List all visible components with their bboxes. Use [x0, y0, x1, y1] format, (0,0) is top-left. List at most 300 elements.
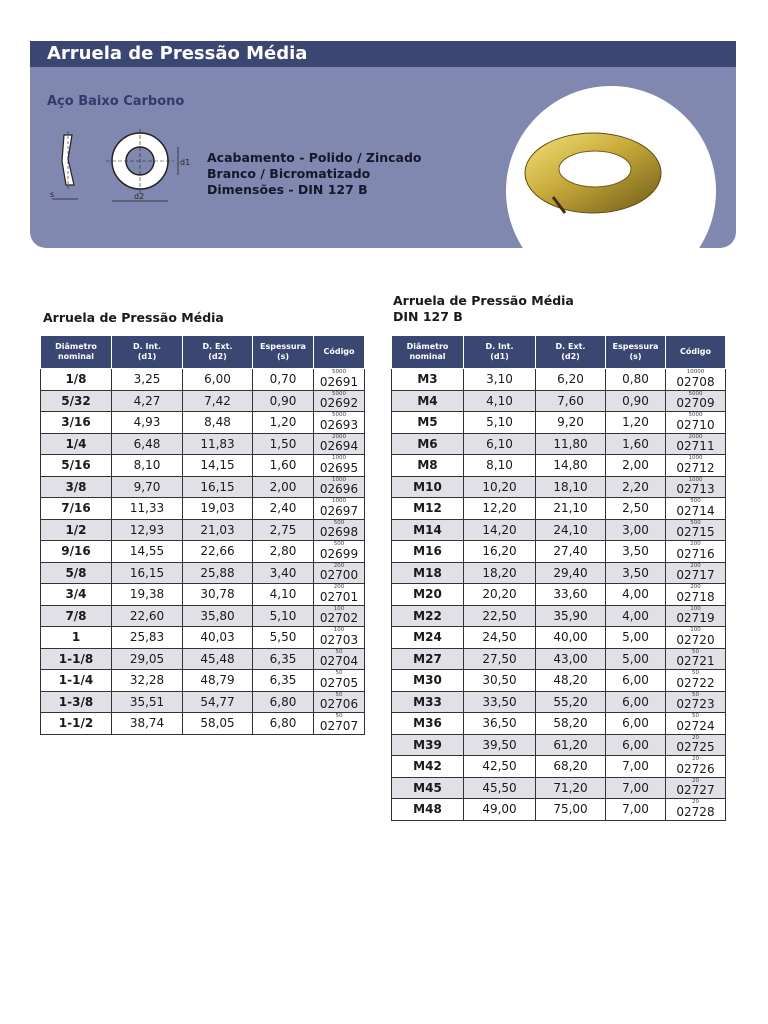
product-code: 02701	[319, 589, 359, 604]
cell-dint: 3,25	[112, 369, 183, 391]
cell-dint: 8,10	[464, 455, 536, 477]
package-qty: 1000	[688, 476, 703, 483]
cell-codigo	[314, 412, 365, 434]
cell-esp: 5,00	[606, 648, 666, 670]
cell-esp: 7,00	[606, 777, 666, 799]
cell-dext: 35,80	[183, 605, 253, 627]
cell-dext: 58,20	[536, 713, 606, 735]
page-title: Arruela de Pressão Média	[47, 43, 308, 64]
cell-dint: 9,70	[112, 476, 183, 498]
table-row	[41, 627, 365, 649]
cell-dint: 24,50	[464, 627, 536, 649]
cell-dint: 11,33	[112, 498, 183, 520]
cell-codigo	[314, 562, 365, 584]
cell-size: 1/4	[41, 433, 112, 455]
table-row	[41, 691, 365, 713]
cell-size: 5/8	[41, 562, 112, 584]
table-row	[392, 562, 726, 584]
product-code: 02723	[676, 697, 715, 711]
cell-dint: 49,00	[464, 799, 536, 821]
product-code: 02725	[676, 740, 715, 754]
header-banner	[30, 41, 736, 248]
product-code: 02704	[319, 654, 359, 668]
table-row	[392, 476, 726, 498]
cell-dext: 75,00	[536, 799, 606, 821]
table-row	[41, 519, 365, 541]
spec-line: Dimensões - DIN 127 B	[207, 182, 368, 197]
cell-dext: 25,88	[183, 562, 253, 584]
product-code: 02728	[676, 804, 715, 819]
cell-codigo	[314, 476, 365, 498]
cell-esp: 6,80	[253, 713, 314, 735]
cell-codigo	[666, 670, 726, 692]
cell-codigo	[314, 627, 365, 649]
cell-esp: 2,00	[606, 455, 666, 477]
table-row	[392, 498, 726, 520]
cell-dint: 5,10	[464, 412, 536, 434]
col-codigo-header: Código	[666, 336, 726, 369]
product-code: 02727	[676, 783, 715, 797]
cell-dext: 14,80	[536, 455, 606, 477]
cell-dint: 29,05	[112, 648, 183, 670]
cell-esp: 2,20	[606, 476, 666, 498]
table-row	[392, 584, 726, 606]
table-row	[41, 476, 365, 498]
cell-dint: 36,50	[464, 713, 536, 735]
cell-size: M45	[392, 777, 464, 799]
right-table-title-line1: Arruela de Pressão Média	[393, 293, 574, 308]
cell-dint: 27,50	[464, 648, 536, 670]
cell-size: M24	[392, 627, 464, 649]
cell-dint: 6,48	[112, 433, 183, 455]
cell-esp: 2,00	[253, 476, 314, 498]
cell-codigo	[666, 777, 726, 799]
cell-size: M20	[392, 584, 464, 606]
cell-esp: 0,90	[606, 390, 666, 412]
table-row	[392, 369, 726, 391]
cell-codigo	[314, 713, 365, 735]
cell-dint: 12,93	[112, 519, 183, 541]
cell-size: M18	[392, 562, 464, 584]
washer-photo	[513, 113, 673, 233]
cell-esp: 6,80	[253, 691, 314, 713]
package-qty: 20	[692, 777, 699, 784]
table-row	[392, 648, 726, 670]
cell-dext: 68,20	[536, 756, 606, 778]
cell-dint: 4,10	[464, 390, 536, 412]
cell-codigo	[666, 605, 726, 627]
product-code: 02718	[676, 589, 715, 604]
cell-size: M27	[392, 648, 464, 670]
left-table	[40, 335, 365, 735]
product-code: 02694	[319, 439, 359, 453]
package-qty: 100	[333, 627, 345, 633]
cell-esp: 3,00	[606, 519, 666, 541]
cell-esp: 5,50	[253, 627, 314, 649]
cell-codigo	[666, 734, 726, 756]
cell-codigo	[314, 648, 365, 670]
table-row	[392, 412, 726, 434]
package-qty: 200	[690, 562, 701, 569]
cell-dint: 30,50	[464, 670, 536, 692]
product-code: 02708	[676, 374, 715, 389]
cell-size: M22	[392, 605, 464, 627]
cell-esp: 2,75	[253, 519, 314, 541]
cell-size: M8	[392, 455, 464, 477]
cell-size: M33	[392, 691, 464, 713]
product-code: 02711	[676, 439, 715, 453]
cell-dext: 29,40	[536, 562, 606, 584]
cell-dext: 33,60	[536, 584, 606, 606]
package-qty: 20	[692, 799, 699, 805]
cell-codigo	[314, 433, 365, 455]
right-table-title	[393, 293, 574, 325]
spec-line: Acabamento - Polido / Zincado	[207, 150, 422, 165]
package-qty: 500	[333, 541, 345, 547]
cell-esp: 2,80	[253, 541, 314, 563]
cell-dext: 27,40	[536, 541, 606, 563]
table-row	[41, 562, 365, 584]
cell-codigo	[314, 498, 365, 520]
cell-codigo	[666, 562, 726, 584]
cell-dext: 21,03	[183, 519, 253, 541]
cell-esp: 5,10	[253, 605, 314, 627]
table-row	[41, 498, 365, 520]
table-row	[41, 455, 365, 477]
table-row	[41, 670, 365, 692]
cell-dext: 7,42	[183, 390, 253, 412]
cell-esp: 6,00	[606, 734, 666, 756]
cell-esp: 6,00	[606, 670, 666, 692]
cell-codigo	[666, 455, 726, 477]
cell-dext: 58,05	[183, 713, 253, 735]
package-qty: 5000	[688, 390, 703, 397]
cell-dint: 4,93	[112, 412, 183, 434]
cell-esp: 7,00	[606, 756, 666, 778]
cell-codigo	[314, 369, 365, 391]
cell-dext: 11,80	[536, 433, 606, 455]
cell-codigo	[666, 433, 726, 455]
d1-label: d1	[180, 158, 191, 167]
product-code: 02691	[319, 374, 359, 389]
package-qty: 20	[692, 756, 699, 762]
product-code: 02715	[676, 525, 715, 539]
cell-dext: 21,10	[536, 498, 606, 520]
cell-size: M14	[392, 519, 464, 541]
package-qty: 5000	[688, 412, 703, 418]
cell-codigo	[666, 519, 726, 541]
cell-size: 3/16	[41, 412, 112, 434]
package-qty: 50	[335, 713, 343, 719]
cell-size: M39	[392, 734, 464, 756]
cell-esp: 0,70	[253, 369, 314, 391]
package-qty: 5000	[332, 390, 346, 397]
cell-dext: 40,00	[536, 627, 606, 649]
cell-dext: 14,15	[183, 455, 253, 477]
table-row	[392, 519, 726, 541]
cell-size: M36	[392, 713, 464, 735]
cell-dext: 48,20	[536, 670, 606, 692]
cell-codigo	[666, 498, 726, 520]
product-code: 02700	[319, 568, 359, 582]
cell-codigo	[666, 369, 726, 391]
cell-size: 1-1/8	[41, 648, 112, 670]
cell-size: 3/4	[41, 584, 112, 606]
cell-dint: 39,50	[464, 734, 536, 756]
cell-dint: 38,74	[112, 713, 183, 735]
cell-esp: 7,00	[606, 799, 666, 821]
product-code: 02709	[676, 396, 715, 410]
left-table-title: Arruela de Pressão Média	[43, 310, 224, 325]
cell-dext: 6,20	[536, 369, 606, 391]
cell-size: 7/16	[41, 498, 112, 520]
package-qty: 2000	[688, 433, 703, 440]
product-code: 02707	[319, 718, 359, 733]
cell-codigo	[666, 476, 726, 498]
cell-codigo	[666, 648, 726, 670]
cell-size: 1/2	[41, 519, 112, 541]
cell-esp: 1,60	[253, 455, 314, 477]
cell-codigo	[666, 584, 726, 606]
right-table-title-line2: DIN 127 B	[393, 309, 463, 324]
table-row	[392, 670, 726, 692]
s-label: s	[50, 190, 55, 199]
table-row	[41, 369, 365, 391]
cell-dint: 42,50	[464, 756, 536, 778]
cell-dint: 3,10	[464, 369, 536, 391]
cell-codigo	[666, 713, 726, 735]
product-code: 02714	[676, 503, 715, 518]
cell-dext: 22,66	[183, 541, 253, 563]
cell-size: M30	[392, 670, 464, 692]
cell-esp: 0,90	[253, 390, 314, 412]
table-row	[41, 648, 365, 670]
table-row	[392, 734, 726, 756]
cell-codigo	[314, 519, 365, 541]
table-row	[392, 713, 726, 735]
cell-codigo	[666, 412, 726, 434]
table-row	[41, 433, 365, 455]
cell-esp: 0,80	[606, 369, 666, 391]
product-code: 02713	[676, 482, 715, 496]
cell-dint: 10,20	[464, 476, 536, 498]
cell-dint: 35,51	[112, 691, 183, 713]
package-qty: 50	[335, 691, 343, 698]
cell-dext: 45,48	[183, 648, 253, 670]
table-row	[41, 713, 365, 735]
cell-esp: 1,50	[253, 433, 314, 455]
cell-size: 5/16	[41, 455, 112, 477]
cell-dint: 4,27	[112, 390, 183, 412]
left-table-body	[41, 369, 365, 735]
table-row	[392, 777, 726, 799]
cell-esp: 6,35	[253, 648, 314, 670]
table-row	[392, 756, 726, 778]
washer-photo-hole	[559, 151, 631, 187]
cell-esp: 6,00	[606, 713, 666, 735]
cell-dint: 6,10	[464, 433, 536, 455]
cell-dint: 25,83	[112, 627, 183, 649]
table-row	[41, 412, 365, 434]
product-code: 02696	[319, 482, 359, 496]
cell-esp: 1,20	[606, 412, 666, 434]
cell-esp: 3,50	[606, 562, 666, 584]
cell-esp: 4,00	[606, 584, 666, 606]
cell-dint: 14,55	[112, 541, 183, 563]
cell-esp: 1,20	[253, 412, 314, 434]
table-row	[41, 541, 365, 563]
d2-label: d2	[134, 192, 145, 201]
cell-dext: 8,48	[183, 412, 253, 434]
product-code: 02721	[676, 654, 715, 668]
cell-size: 1-1/4	[41, 670, 112, 692]
cell-esp: 3,40	[253, 562, 314, 584]
cell-esp: 1,60	[606, 433, 666, 455]
cell-size: 1/8	[41, 369, 112, 391]
cell-size: M42	[392, 756, 464, 778]
product-code: 02699	[319, 546, 359, 561]
cell-size: 7/8	[41, 605, 112, 627]
col-diametro-header: Diâmetro nominal	[392, 336, 464, 369]
package-qty: 200	[333, 584, 345, 590]
cell-dext: 19,03	[183, 498, 253, 520]
col-codigo-header: Código	[314, 336, 365, 369]
table-row	[392, 627, 726, 649]
col-diametro-header: Diâmetro nominal	[41, 336, 112, 369]
table-row	[392, 799, 726, 821]
cell-esp: 4,10	[253, 584, 314, 606]
cell-codigo	[666, 799, 726, 821]
title-bar	[30, 41, 736, 67]
col-dint-header: D. Int. (d1)	[464, 336, 536, 369]
cell-dint: 33,50	[464, 691, 536, 713]
cell-codigo	[314, 455, 365, 477]
cell-size: M3	[392, 369, 464, 391]
cell-size: M10	[392, 476, 464, 498]
cell-codigo	[666, 691, 726, 713]
cell-dext: 40,03	[183, 627, 253, 649]
cell-esp: 2,50	[606, 498, 666, 520]
package-qty: 1000	[332, 476, 346, 483]
package-qty: 200	[690, 584, 701, 590]
package-qty: 100	[690, 627, 701, 633]
table-row	[392, 691, 726, 713]
cell-dint: 16,15	[112, 562, 183, 584]
product-code: 02697	[319, 503, 359, 518]
cell-size: M48	[392, 799, 464, 821]
cell-esp: 5,00	[606, 627, 666, 649]
finish-specs	[207, 150, 422, 198]
cell-dext: 30,78	[183, 584, 253, 606]
cell-codigo	[666, 756, 726, 778]
package-qty: 50	[692, 691, 699, 698]
cell-codigo	[666, 390, 726, 412]
product-code: 02698	[319, 525, 359, 539]
cell-dext: 43,00	[536, 648, 606, 670]
product-code: 02726	[676, 761, 715, 776]
package-qty: 5000	[332, 369, 346, 375]
product-code: 02705	[319, 675, 359, 690]
cell-dint: 18,20	[464, 562, 536, 584]
cell-size: 1-1/2	[41, 713, 112, 735]
cell-dext: 54,77	[183, 691, 253, 713]
package-qty: 100	[333, 605, 345, 612]
cell-dext: 35,90	[536, 605, 606, 627]
cell-dint: 16,20	[464, 541, 536, 563]
package-qty: 1000	[688, 455, 703, 461]
cell-size: 1-3/8	[41, 691, 112, 713]
col-esp-header: Espessura (s)	[253, 336, 314, 369]
right-table	[391, 335, 726, 821]
table-row	[41, 605, 365, 627]
product-code: 02693	[319, 417, 359, 432]
cell-codigo	[314, 541, 365, 563]
cell-size: M5	[392, 412, 464, 434]
washer-drawing	[44, 129, 194, 209]
cell-codigo	[666, 541, 726, 563]
product-code: 02719	[676, 611, 715, 625]
cell-dint: 20,20	[464, 584, 536, 606]
cell-esp: 6,00	[606, 691, 666, 713]
product-code: 02695	[319, 460, 359, 475]
package-qty: 500	[690, 498, 701, 504]
cell-dext: 16,15	[183, 476, 253, 498]
cell-dext: 24,10	[536, 519, 606, 541]
cell-dext: 7,60	[536, 390, 606, 412]
package-qty: 5000	[332, 412, 346, 418]
right-table-header-row	[392, 336, 726, 369]
cell-dext: 9,20	[536, 412, 606, 434]
product-code: 02724	[676, 718, 715, 733]
table-row	[392, 455, 726, 477]
product-code: 02716	[676, 546, 715, 561]
cell-dint: 19,38	[112, 584, 183, 606]
package-qty: 20	[692, 734, 699, 741]
cell-codigo	[314, 584, 365, 606]
product-code: 02702	[319, 611, 359, 625]
product-code: 02722	[676, 675, 715, 690]
product-code: 02703	[319, 632, 359, 647]
cell-dext: 61,20	[536, 734, 606, 756]
cell-size: M6	[392, 433, 464, 455]
cell-dext: 11,83	[183, 433, 253, 455]
table-row	[392, 390, 726, 412]
product-code: 02712	[676, 460, 715, 475]
package-qty: 200	[333, 562, 345, 569]
right-table-body	[392, 369, 726, 821]
left-table-header-row	[41, 336, 365, 369]
cell-dint: 14,20	[464, 519, 536, 541]
cell-size: 9/16	[41, 541, 112, 563]
product-code: 02720	[676, 632, 715, 647]
cell-dext: 6,00	[183, 369, 253, 391]
cell-esp: 6,35	[253, 670, 314, 692]
package-qty: 1000	[332, 455, 346, 461]
cell-dext: 18,10	[536, 476, 606, 498]
cell-size: 5/32	[41, 390, 112, 412]
cell-codigo	[314, 605, 365, 627]
cell-esp: 4,00	[606, 605, 666, 627]
table-row	[392, 605, 726, 627]
package-qty: 50	[335, 648, 343, 655]
col-esp-header: Espessura (s)	[606, 336, 666, 369]
cell-size: 1	[41, 627, 112, 649]
cell-dext: 71,20	[536, 777, 606, 799]
package-qty: 50	[692, 648, 699, 655]
cell-esp: 3,50	[606, 541, 666, 563]
table-row	[392, 541, 726, 563]
cell-dint: 45,50	[464, 777, 536, 799]
